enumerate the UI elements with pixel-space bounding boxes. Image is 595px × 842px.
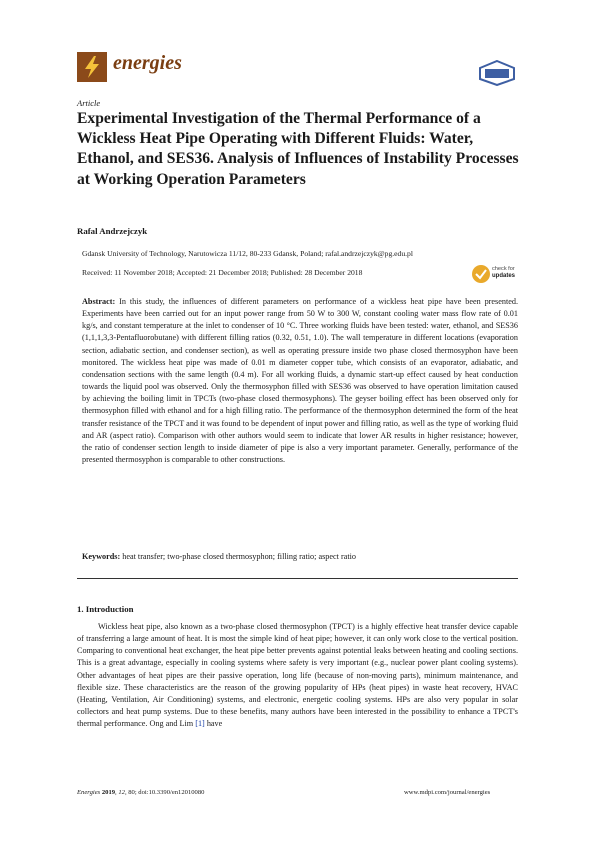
footer-doi: , 80; doi:10.3390/en12010080: [124, 789, 205, 796]
keywords-text: heat transfer; two-phase closed thermosyphon; filling ratio; aspect ratio: [122, 552, 356, 561]
abstract: [82, 296, 518, 466]
energies-logo-icon: [77, 52, 107, 82]
check-updates-icon: [471, 264, 491, 284]
author-affiliation: Gdansk University of Technology, Narutowicza 11/12, 80-233 Gdansk, Poland; rafal.andrzejczyk@pg.edu.pl: [82, 249, 413, 258]
footer-url[interactable]: www.mdpi.com/journal/energies: [404, 789, 491, 796]
intro-paragraph: Wickless heat pipe, also known as a two-phase closed thermosyphon (TPCT) is a highly effective heat transfer device capable of transferring a large amount of heat. It is most the simple kind of heat pipe; however, it can only work close to the vertical position. Comparing to conventional heat exchanger, the heat pipe better prevents against potential leaks between heating and cooling sections. This is a great advantage, especially in cooling systems where safety is very important (e.g., nuclear power plant cooling systems). Other advantages of heat pipes are their passive operation, long life (because of non-moving parts), minimum maintenance, and flexible size. These characteristics are the reason of the growing popularity of HPs (heat pipes) in waste heat recovery, HVAC (Heating, Ventilation, Air Conditioning) systems, and electronic, energetic cooling systems. HPs are also very popular in solar collectors and heat pump systems. Due to these benefits, many authors have been interested in the possibility to enhance a TPCT's thermal performance. Ong and Lim: [77, 622, 518, 729]
intro-paragraph-end: have: [204, 719, 223, 729]
article-type: Article: [77, 98, 101, 108]
author-name: Rafal Andrzejczyk: [77, 226, 148, 236]
section-heading: 1. Introduction: [77, 604, 134, 614]
section-divider: [77, 578, 518, 579]
footer-citation: [77, 789, 204, 796]
check-updates-line1: check for: [492, 266, 515, 272]
check-updates-line2: updates: [492, 272, 516, 279]
check-for-updates-button[interactable]: [471, 264, 531, 288]
footer-volume: , 12: [115, 789, 125, 796]
reference-link[interactable]: [1]: [195, 719, 205, 729]
abstract-label: Abstract:: [82, 297, 116, 306]
abstract-text: In this study, the influences of different parameters on performance of a wickless heat pipe have been presented. Experiments have been carried out for an input power range from 50 W to 300 W, constant cooling water mass flow rate of 0.01 kg/s, and constant temperature at the inlet to condenser of 10 °C. Three working fluids have been tested: water, ethanol, and SES36 (1,1,1,3,3-Pentafluorobutane) with different filling ratios (0.32, 0.51, 1.0). The wall temperature in different locations (evaporation section, adiabatic section, and condenser section), as well as operating pressure inside two phase closed thermosyphon have been monitored. The wickless heat pipe was made of 0.01 m diameter copper tube, which consists of an evaporator, adiabatic, and condensation sections with the same length (0.4 m). For all working fluids, a dynamic start-up effect caused by heat conduction towards the liquid pool was observed. Only the thermosyphon filled with SES36 was observed to have operation limitation caused by achieving the boiling limit in TPCTs (two-phase closed thermosyphons). The geyser boiling effect has been observed only for thermosyphon filled with ethanol and for a high filling ratio. The performance of the thermosyphon determined the form of the heat transfer resistance of the TPCT and it was found to be dependent of input power and filling ratio, as well as the type of working fluid and AR (aspect ratio). Comparison with other authors would seem to indicate that lower AR results in higher resistance; however, the ratio of condenser section length to inside diameter of pipe is also a very important parameter. Generally, performance of the presented thermosyphon is comparable to other constructions.: [82, 297, 519, 465]
keywords: [82, 552, 518, 561]
introduction-body: [77, 621, 518, 730]
mdpi-logo-icon: [477, 60, 517, 86]
footer-year: 2019: [101, 789, 116, 796]
journal-name: energies: [113, 52, 182, 74]
keywords-label: Keywords:: [82, 552, 121, 561]
publication-dates: Received: 11 November 2018; Accepted: 21 December 2018; Published: 28 December 2018: [82, 268, 363, 277]
footer-journal: Energies: [77, 789, 101, 796]
paper-title: Experimental Investigation of the Thermal Performance of a Wickless Heat Pipe Operating with Different Fluids: Water, Ethanol, and SES36. Analysis of Influences of Instability Processes at Working Operation Parameters: [77, 110, 519, 188]
